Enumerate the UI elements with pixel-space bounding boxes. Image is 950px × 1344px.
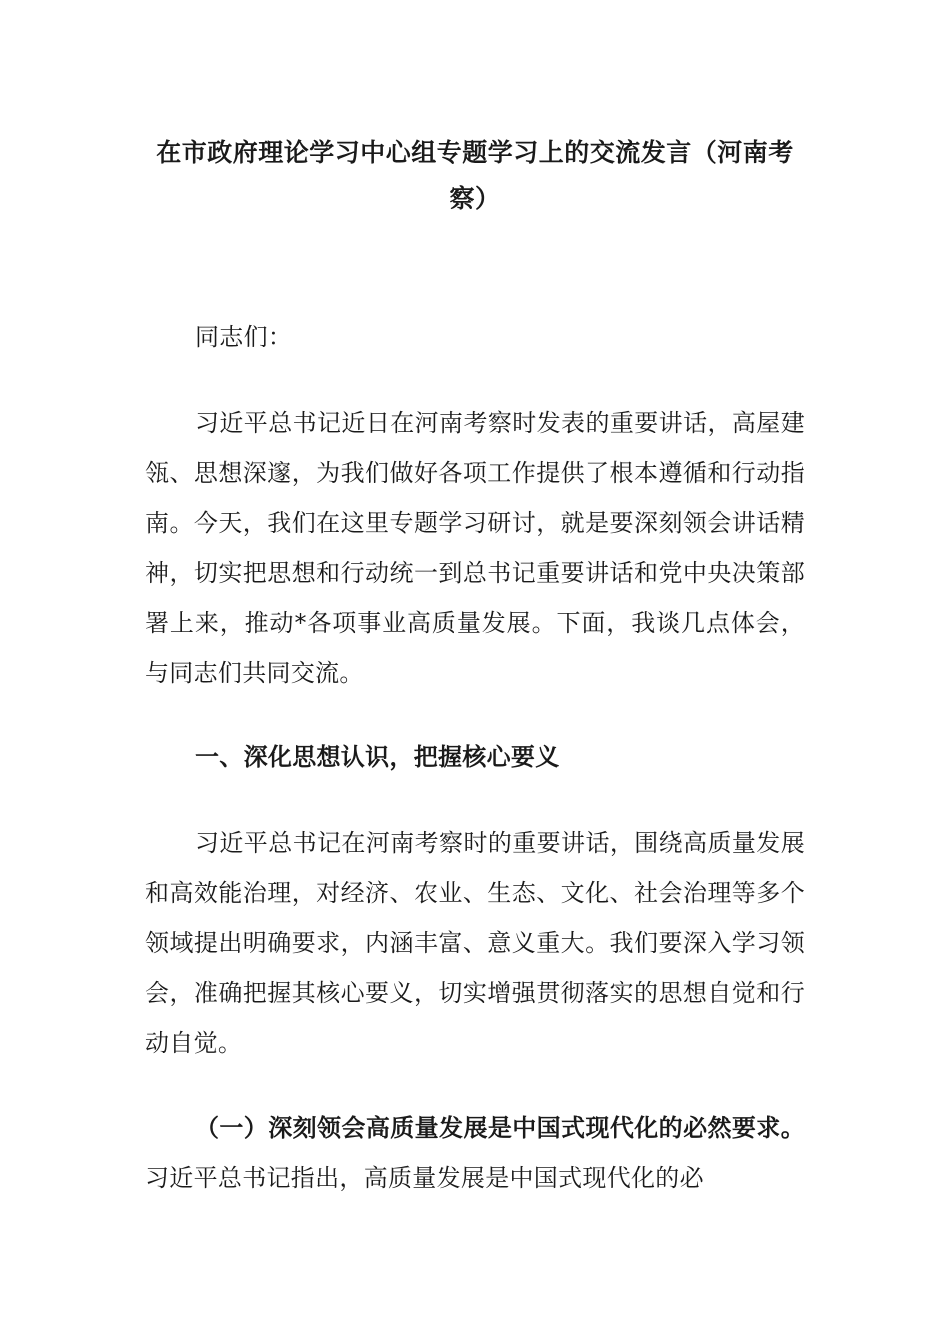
section-1-paragraph: 习近平总书记在河南考察时的重要讲话，围绕高质量发展和高效能治理，对经济、农业、生态、文化、社会治理等多个领域提出明确要求，内涵丰富、意义重大。我们要深入学习领会，准确把握其核心要义，切实增强贯彻落实的思想自觉和行动自觉。: [145, 829, 805, 1057]
subsection-heading-1: （一）深刻领会高质量发展是中国式现代化的必然要求。: [195, 1114, 805, 1142]
subsection-1-text: 习近平总书记指出，高质量发展是中国式现代化的必: [145, 1164, 704, 1192]
section-heading-1: 一、深化思想认识，把握核心要义: [195, 743, 560, 771]
intro-paragraph: 习近平总书记近日在河南考察时发表的重要讲话，高屋建瓴、思想深邃，为我们做好各项工作提供了根本遵循和行动指南。今天，我们在这里专题学习研讨，就是要深刻领会讲话精神，切实把思想和行动统一到总书记重要讲话和党中央决策部署上来，推动*各项事业高质量发展。下面，我谈几点体会，与同志们共同交流。: [145, 409, 805, 687]
document-title: 在市政府理论学习中心组专题学习上的交流发言（河南考察）: [156, 138, 794, 213]
salutation: 同志们：: [195, 323, 293, 351]
subsection-1-paragraph: [145, 1103, 805, 1203]
